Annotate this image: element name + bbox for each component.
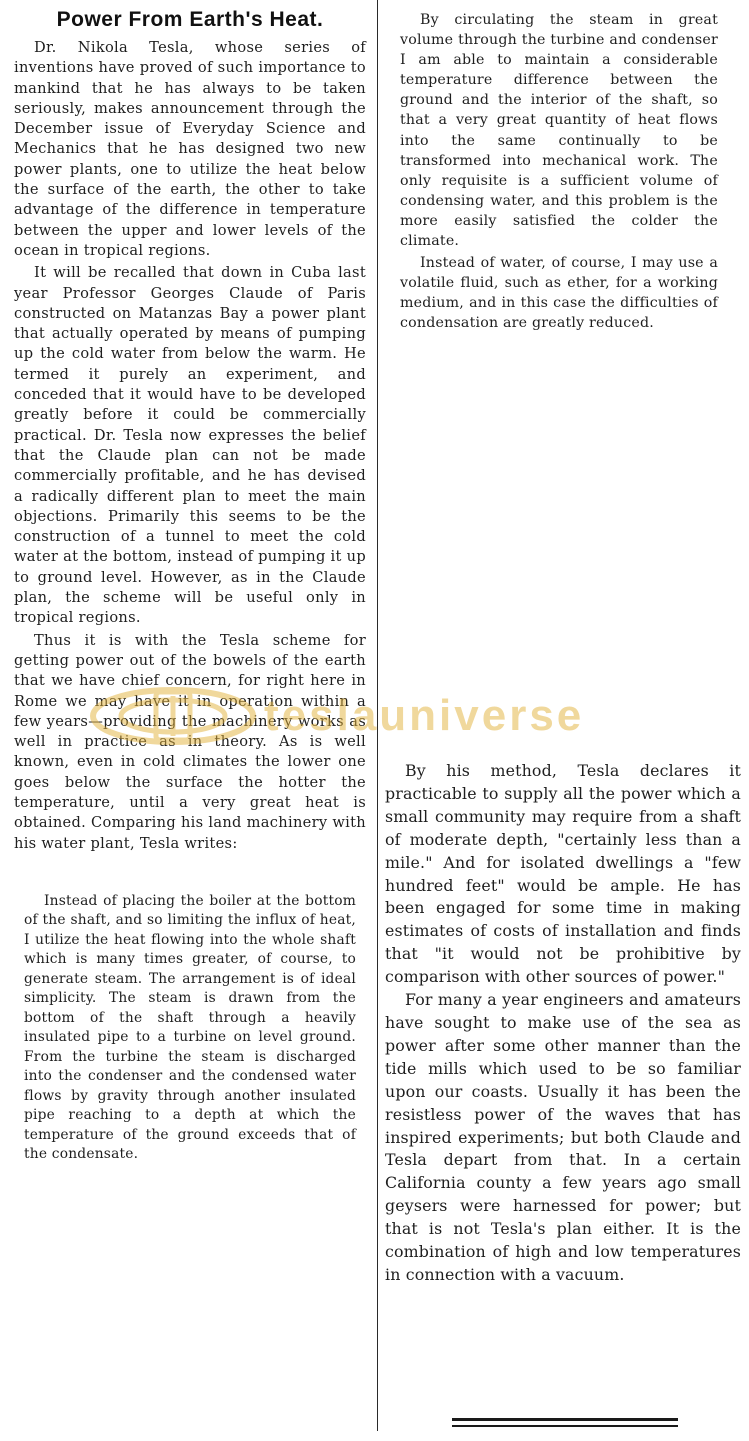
column-divider: [377, 0, 378, 1431]
end-of-article-rule: [452, 1418, 678, 1421]
end-of-article-rule: [452, 1425, 678, 1427]
article-paragraph: It will be recalled that down in Cuba last year Professor Georges Claude of Paris constructed on Matanzas Bay a power plant that actually operated by means of pumping up the cold water from below the warm. He termed it purely an experiment, and conceded that it would have to be developed greatly before it could be commercially practical. Dr. Tesla now expresses the belief that the Claude plan can not be made commercially profitable, and he has devised a radically different plan to meet the main objections. Primarily this seems to be the construction of a tunnel to meet the cold water at the bottom, instead of pumping it up to ground level. However, as in the Claude plan, the scheme will be useful only in tropical regions.: [14, 264, 366, 627]
quote-paragraph: Instead of placing the boiler at the bottom of the shaft, and so limiting the influx of heat, I utilize the heat flowing into the whole shaft which is many times greater, of course, to generate steam. The arrangement is of ideal simplicity. The steam is drawn from the bottom of the shaft through a heavily insulated pipe to a turbine on level ground. From the turbine the steam is discharged into the condenser and the condensed water flows by gravity through another insulated pipe reaching to a depth at which the temperature of the ground exceeds that of the condensate.: [24, 892, 356, 1163]
article-headline: Power From Earth's Heat.: [56, 8, 324, 31]
quote-paragraph: By circulating the steam in great volume through the turbine and condenser I am able to maintain a considerable temperature difference between the ground and the interior of the shaft, so that a very great quantity of heat flows into the same continually to be transformed into mechanical work. The only requisite is a sufficient volume of condensing water, and this problem is the more easily satisfied the colder the climate.: [400, 12, 718, 250]
right-column-quote: [400, 10, 718, 334]
article-paragraph: By his method, Tesla declares it practicable to supply all the power which a small community may require from a shaft of moderate depth, "certainly less than a mile." And for isolated dwellings a "few hundred feet" would be ample. He has been engaged for some time in making estimates of costs of installation and finds that "it would not be prohibitive by comparison with other sources of power.": [385, 761, 741, 987]
article-paragraph: Dr. Nikola Tesla, whose series of inventions have proved of such importance to mankind that he has always to be taken seriously, makes announcement through the December issue of Everyday Science and Mechanics that he has designed two new power plants, one to utilize the heat below the surface of the earth, the other to take advantage of the difference in temperature between the upper and lower levels of the ocean in tropical regions.: [14, 39, 366, 259]
left-column: [14, 6, 366, 1165]
right-column-body: [385, 760, 741, 1287]
article-paragraph: Thus it is with the Tesla scheme for getting power out of the bowels of the earth that we have chief concern, for right here in Rome we may have it in operation within a few years—providing the machinery works as well in practice as in theory. As is well known, even in cold climates the lower one goes below the surface the hotter the temperature, until a very great heat is obtained. Comparing his land machinery with his water plant, Tesla writes:: [14, 631, 366, 852]
quote-paragraph: Instead of water, of course, I may use a volatile fluid, such as ether, for a working medium, and in this case the difficulties of condensation are greatly reduced.: [400, 255, 718, 332]
tesla-quote-block: [14, 892, 366, 1165]
watermark-text: teslauniverse: [264, 691, 585, 740]
article-paragraph: For many a year engineers and amateurs have sought to make use of the sea as power after some other manner than the tide mills which used to be so familiar upon our coasts. Usually it has been the resistless power of the waves that has inspired experiments; but both Claude and Tesla depart from that. In a certain California county a few years ago small geysers were harnessed for power; but that is not Tesla's plan either. It is the combination of high and low temperatures in connection with a vacuum.: [385, 990, 741, 1284]
